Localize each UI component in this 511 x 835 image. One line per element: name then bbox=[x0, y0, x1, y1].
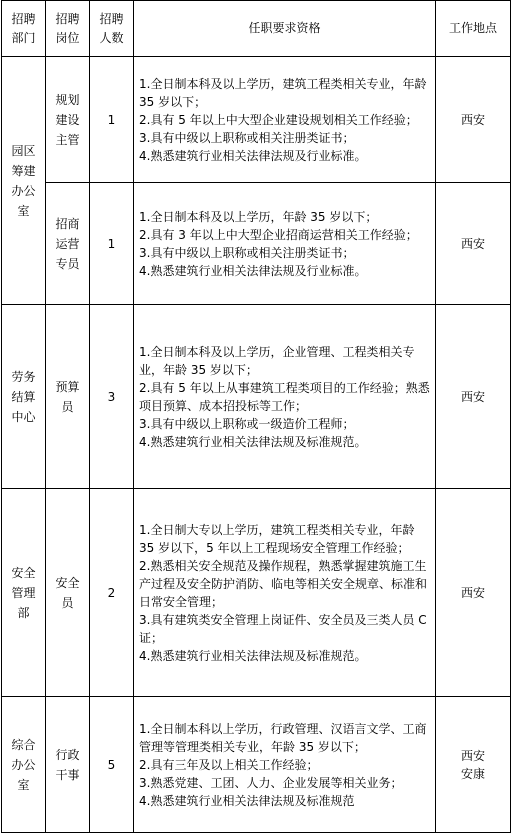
count-text: 2 bbox=[107, 585, 116, 600]
requirement-item: 2.具有 5 年以上中大型企业建设规划相关工作经验； bbox=[139, 112, 418, 127]
requirement-item: 4.熟悉建筑行业相关法律法规及标准规范。 bbox=[139, 434, 367, 449]
dept-cell bbox=[2, 489, 46, 697]
position-text: 招商 bbox=[55, 216, 80, 231]
position-text: 预算 bbox=[55, 379, 80, 394]
header-text: 招聘 bbox=[11, 11, 36, 26]
requirement-item: 1.全日制本科及以上学历，年龄 35 岁以下； bbox=[139, 209, 378, 224]
dept-text: 管理 bbox=[11, 585, 36, 600]
position-text: 运营 bbox=[55, 236, 80, 251]
table-row bbox=[2, 489, 511, 697]
count-cell bbox=[90, 697, 134, 833]
requirement-item: 4.熟悉建筑行业相关法律法规及行业标准。 bbox=[139, 148, 367, 163]
position-text: 规划 bbox=[55, 92, 80, 107]
dept-cell bbox=[2, 697, 46, 833]
table-row bbox=[2, 57, 511, 183]
dept-cell bbox=[2, 305, 46, 489]
table-row bbox=[2, 183, 511, 305]
header-text: 岗位 bbox=[55, 30, 80, 45]
requirement-item: 1.全日制本科及以上学历，建筑工程类相关专业，年龄 35 岁以下； bbox=[139, 76, 427, 109]
position-cell bbox=[46, 57, 90, 183]
header-position bbox=[46, 1, 90, 57]
location-text: 西安 bbox=[460, 389, 485, 404]
dept-text: 室 bbox=[17, 777, 30, 792]
location-cell bbox=[436, 489, 511, 697]
position-text: 安全 bbox=[55, 575, 80, 590]
requirements-cell bbox=[134, 697, 436, 833]
requirement-item: 1.全日制本科以上学历，行政管理、汉语言文学、工商管理等管理类相关专业，年龄 35 岁以下； bbox=[139, 721, 427, 754]
dept-text: 部 bbox=[17, 605, 30, 620]
location-text: 西安 bbox=[460, 748, 485, 763]
requirements-cell bbox=[134, 489, 436, 697]
location-text: 安康 bbox=[460, 766, 485, 781]
header-text: 工作地点 bbox=[448, 21, 497, 35]
requirement-item: 2.具有 5 年以上从事建筑工程类项目的工作经验；熟悉项目预算、成本招投标等工作； bbox=[139, 380, 430, 413]
header-requirements bbox=[134, 1, 436, 57]
dept-text: 综合 bbox=[11, 737, 36, 752]
count-text: 5 bbox=[107, 757, 116, 772]
position-cell bbox=[46, 489, 90, 697]
count-cell bbox=[90, 183, 134, 305]
count-text: 3 bbox=[107, 389, 116, 404]
dept-text: 办公 bbox=[11, 183, 36, 198]
requirement-item: 2.熟悉相关安全规范及操作规程，熟悉掌握建筑施工生产过程及安全防护消防、临电等相关安全规章、标准和日常安全管理； bbox=[139, 558, 428, 609]
location-cell bbox=[436, 697, 511, 833]
dept-text: 筹建 bbox=[11, 163, 36, 178]
count-cell bbox=[90, 57, 134, 183]
requirement-item: 4.熟悉建筑行业相关法律法规及标准规范。 bbox=[139, 648, 367, 663]
requirement-item: 4.熟悉建筑行业相关法律法规及行业标准。 bbox=[139, 263, 367, 278]
position-text: 干事 bbox=[55, 767, 80, 782]
recruitment-table-container bbox=[1, 0, 511, 833]
dept-text: 劳务 bbox=[11, 369, 36, 384]
position-text: 主管 bbox=[55, 132, 80, 147]
count-text: 1 bbox=[107, 236, 116, 251]
dept-text: 室 bbox=[17, 203, 30, 218]
location-cell bbox=[436, 57, 511, 183]
requirement-item: 1.全日制大专以上学历，建筑工程类相关专业，年龄 35 岁以下，5 年以上工程现场安全管理工作经验； bbox=[139, 522, 415, 555]
dept-cell bbox=[2, 57, 46, 305]
location-cell bbox=[436, 183, 511, 305]
dept-text: 办公 bbox=[11, 757, 36, 772]
position-text: 员 bbox=[61, 595, 74, 610]
dept-text: 安全 bbox=[11, 565, 36, 580]
header-location bbox=[436, 1, 511, 57]
requirement-item: 3.具有建筑类安全管理上岗证件、安全员及三类人员 C 证； bbox=[139, 612, 427, 645]
header-text: 招聘 bbox=[99, 11, 124, 26]
header-text: 人数 bbox=[99, 30, 124, 45]
requirement-item: 3.熟悉党建、工团、人力、企业发展等相关业务； bbox=[139, 775, 403, 790]
location-text: 西安 bbox=[460, 585, 485, 600]
location-cell bbox=[436, 305, 511, 489]
header-count bbox=[90, 1, 134, 57]
header-text: 招聘 bbox=[55, 11, 80, 26]
requirement-item: 2.具有三年及以上相关工作经验； bbox=[139, 757, 319, 772]
count-cell bbox=[90, 489, 134, 697]
dept-text: 园区 bbox=[11, 143, 36, 158]
position-cell bbox=[46, 305, 90, 489]
header-dept bbox=[2, 1, 46, 57]
position-text: 建设 bbox=[55, 112, 80, 127]
requirement-item: 3.具有中级以上职称或相关注册类证书； bbox=[139, 245, 355, 260]
position-cell bbox=[46, 697, 90, 833]
requirement-item: 2.具有 3 年以上中大型企业招商运营相关工作经验； bbox=[139, 227, 418, 242]
table-header-row bbox=[2, 1, 511, 57]
requirements-cell bbox=[134, 57, 436, 183]
dept-text: 中心 bbox=[11, 409, 36, 424]
position-text: 行政 bbox=[55, 747, 80, 762]
location-text: 西安 bbox=[460, 112, 485, 127]
requirements-cell bbox=[134, 305, 436, 489]
position-text: 专员 bbox=[55, 256, 80, 271]
count-text: 1 bbox=[107, 112, 116, 127]
count-cell bbox=[90, 305, 134, 489]
requirement-item: 3.具有中级以上职称或一级造价工程师； bbox=[139, 416, 355, 431]
requirements-cell bbox=[134, 183, 436, 305]
requirement-item: 3.具有中级以上职称或相关注册类证书； bbox=[139, 130, 355, 145]
position-text: 员 bbox=[61, 399, 74, 414]
header-text: 任职要求资格 bbox=[248, 21, 321, 35]
location-text: 西安 bbox=[460, 236, 485, 251]
table-row bbox=[2, 697, 511, 833]
table-row bbox=[2, 305, 511, 489]
position-cell bbox=[46, 183, 90, 305]
header-text: 部门 bbox=[11, 30, 36, 45]
recruitment-table bbox=[1, 0, 511, 833]
dept-text: 结算 bbox=[11, 389, 36, 404]
requirement-item: 1.全日制本科及以上学历，企业管理、工程类相关专业，年龄 35 岁以下； bbox=[139, 344, 415, 377]
requirement-item: 4.熟悉建筑行业相关法律法规及标准规范 bbox=[139, 793, 355, 808]
